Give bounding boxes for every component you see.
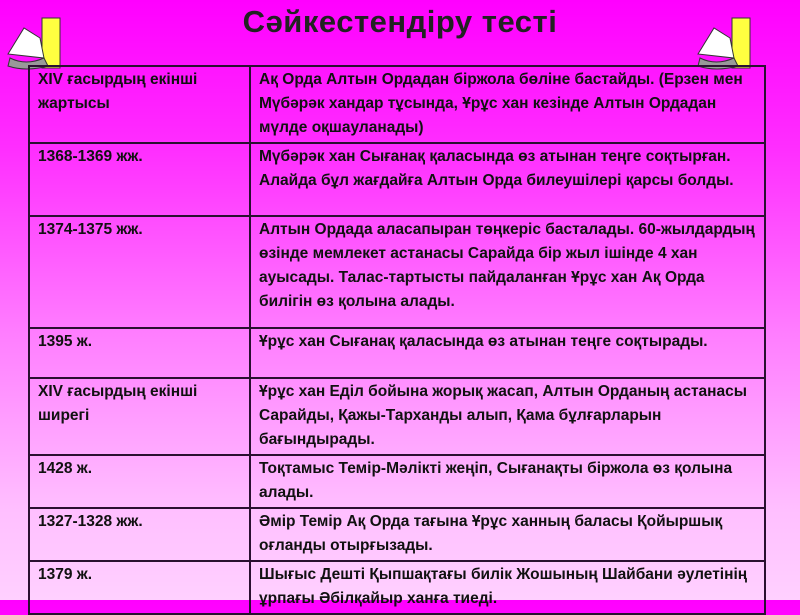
table-row: [29, 143, 765, 216]
event-cell: Тоқтамыс Темір-Мәлікті жеңіп, Сығанақты біржола өз қолына алады.: [250, 455, 765, 508]
table-row: [29, 561, 765, 614]
date-cell: 1327-1328 жж.: [29, 508, 250, 561]
event-cell: Әмір Темір Ақ Орда тағына Ұрұс ханның баласы Қойыршық оғланды отырғызады.: [250, 508, 765, 561]
date-cell: 1368-1369 жж.: [29, 143, 250, 216]
event-cell: Мүбәрәк хан Сығанақ қаласында өз атынан теңге соқтырған. Алайда бұл жағдайға Алтын Орда билеушілері қарсы болды.: [250, 143, 765, 216]
date-cell: 1428 ж.: [29, 455, 250, 508]
date-cell: XIV ғасырдың екінші жартысы: [29, 66, 250, 143]
date-cell: 1379 ж.: [29, 561, 250, 614]
event-cell: Алтын Ордада аласапыран төңкеріс басталады. 60-жылдардың өзінде мемлекет астанасы Сарайда бір жыл ішінде 4 хан ауысады. Талас-тартысты пайдаланған Ұрұс хан Ақ Орда билігін өз қолына алады.: [250, 216, 765, 328]
table-row: [29, 66, 765, 143]
page-title: Сәйкестендіру тесті: [242, 4, 558, 39]
matching-table: [28, 65, 766, 615]
event-cell: Шығыс Дешті Қыпшақтағы билік Жошының Шайбани әулетінің ұрпағы Әбілқайыр ханға тиеді.: [250, 561, 765, 614]
date-cell: XIV ғасырдың екінші ширегі: [29, 378, 250, 455]
event-cell: Ұрұс хан Еділ бойына жорық жасап, Алтын Орданың астанасы Сарайды, Қажы-Тарханды алып, Қама бұлғарларын бағындырады.: [250, 378, 765, 455]
table-row: [29, 508, 765, 561]
table-row: [29, 328, 765, 378]
date-cell: 1374-1375 жж.: [29, 216, 250, 328]
date-cell: 1395 ж.: [29, 328, 250, 378]
table-row: [29, 378, 765, 455]
event-cell: Ұрұс хан Сығанақ қаласында өз атынан теңге соқтырады.: [250, 328, 765, 378]
event-cell: Ақ Орда Алтын Ордадан біржола бөліне бастайды. (Ерзен мен Мүбәрәк хандар тұсында, Ұрұс хан кезінде Алтын Ордадан мүлде оқшауланады): [250, 66, 765, 143]
table-row: [29, 216, 765, 328]
table-row: [29, 455, 765, 508]
